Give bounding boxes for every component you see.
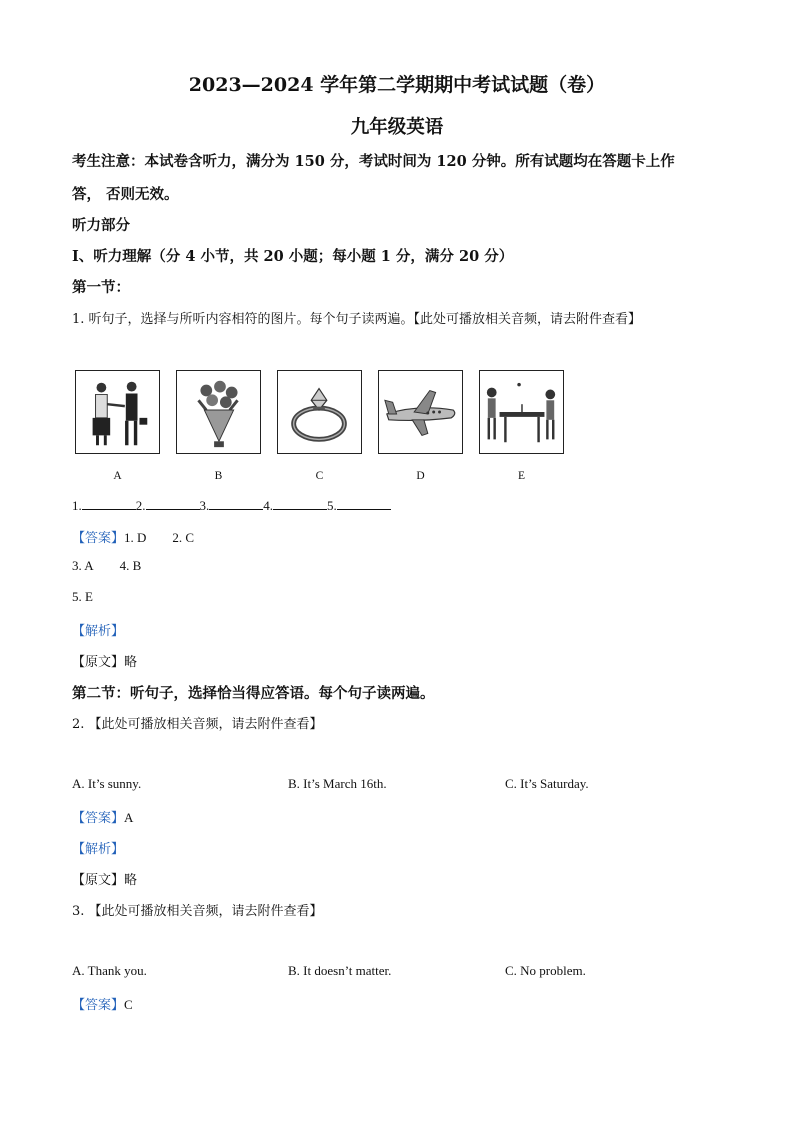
blank-5[interactable] bbox=[337, 497, 391, 510]
handshake-people-icon bbox=[76, 371, 159, 453]
q1-answer-line-1 bbox=[72, 527, 194, 546]
picture-e bbox=[479, 370, 564, 454]
section1-heading: 第一节： bbox=[72, 279, 130, 296]
notice-line-1: 考生注意：本试卷含听力，满分为 150 分，考试时间为 120 分钟。所有试题均在答题卡上作 bbox=[72, 153, 675, 170]
q1-original-line bbox=[72, 651, 137, 670]
q2-analysis-label: 【解析】 bbox=[72, 842, 125, 857]
q1-answer-line-2 bbox=[72, 558, 141, 574]
blank-1[interactable] bbox=[82, 497, 136, 510]
picture-letter-a: A bbox=[113, 470, 122, 482]
page-title: 2023—2024 学年第二学期期中考试试题（卷） bbox=[188, 74, 606, 96]
part1-heading: Ⅰ、听力理解（分 4 小节，共 20 小题；每小题 1 分，满分 20 分） bbox=[72, 248, 514, 265]
answer-4: 4. B bbox=[119, 558, 142, 573]
blank-label-1: 1. bbox=[72, 498, 82, 513]
answer-5: 5. E bbox=[72, 589, 93, 604]
picture-b bbox=[176, 370, 261, 454]
q2-option-a: A. It’s sunny. bbox=[72, 776, 142, 791]
q3-option-a: A. Thank you. bbox=[72, 963, 147, 978]
q1-original-text: 略 bbox=[124, 655, 138, 670]
blank-3[interactable] bbox=[209, 497, 263, 510]
q3-option-b: B. It doesn’t matter. bbox=[288, 963, 392, 978]
blank-label-4: 4. bbox=[263, 498, 273, 513]
flower-bouquet-icon bbox=[177, 371, 260, 453]
blank-label-3: 3. bbox=[199, 498, 210, 513]
blank-label-5: 5. bbox=[327, 498, 337, 513]
section2-heading: 第二节：听句子，选择恰当得应答语。每个句子读两遍。 bbox=[72, 685, 435, 702]
notice-line-2: 答， 否则无效。 bbox=[72, 186, 179, 203]
picture-d bbox=[378, 370, 463, 454]
picture-letter-b: B bbox=[214, 470, 223, 482]
page-subtitle: 九年级英语 bbox=[350, 117, 444, 138]
answer-2: 2. C bbox=[172, 530, 195, 545]
q1-original-label: 【原文】 bbox=[72, 655, 125, 670]
q2-prompt: 2. 【此处可播放相关音频，请去附件查看】 bbox=[72, 717, 323, 732]
q2-option-b: B. It’s March 16th. bbox=[288, 776, 387, 791]
picture-letter-e: E bbox=[517, 470, 526, 482]
picture-letter-c: C bbox=[315, 470, 324, 482]
answer-blanks-row bbox=[72, 497, 391, 514]
listening-heading: 听力部分 bbox=[72, 217, 130, 234]
q2-original-line bbox=[72, 869, 137, 888]
picture-a bbox=[75, 370, 160, 454]
table-tennis-icon bbox=[480, 371, 563, 453]
blank-4[interactable] bbox=[273, 497, 327, 510]
q3-prompt: 3. 【此处可播放相关音频，请去附件查看】 bbox=[72, 904, 323, 919]
q2-original-text: 略 bbox=[124, 873, 138, 888]
picture-letter-d: D bbox=[416, 470, 425, 482]
q3-answer-label: 【答案】 bbox=[72, 998, 125, 1013]
diamond-ring-icon bbox=[278, 371, 361, 453]
blank-2[interactable] bbox=[146, 497, 200, 510]
q2-option-c: C. It’s Saturday. bbox=[505, 776, 589, 791]
answer-1: 1. D bbox=[124, 530, 147, 545]
airplane-icon bbox=[379, 371, 462, 453]
q3-answer-line bbox=[72, 994, 133, 1013]
q2-answer: A bbox=[124, 810, 134, 825]
answer-3: 3. A bbox=[72, 558, 94, 573]
q1-analysis-label: 【解析】 bbox=[72, 624, 125, 639]
q1-prompt: 1. 听句子，选择与所听内容相符的图片。每个句子读两遍。【此处可播放相关音频，请去附件查看】 bbox=[72, 312, 642, 327]
q2-original-label: 【原文】 bbox=[72, 873, 125, 888]
picture-c bbox=[277, 370, 362, 454]
q2-answer-line bbox=[72, 807, 133, 826]
q3-answer: C bbox=[124, 997, 133, 1012]
q3-option-c: C. No problem. bbox=[505, 963, 586, 978]
blank-label-2: 2. bbox=[135, 498, 146, 513]
answer-label: 【答案】 bbox=[72, 531, 125, 546]
q2-answer-label: 【答案】 bbox=[72, 811, 125, 826]
